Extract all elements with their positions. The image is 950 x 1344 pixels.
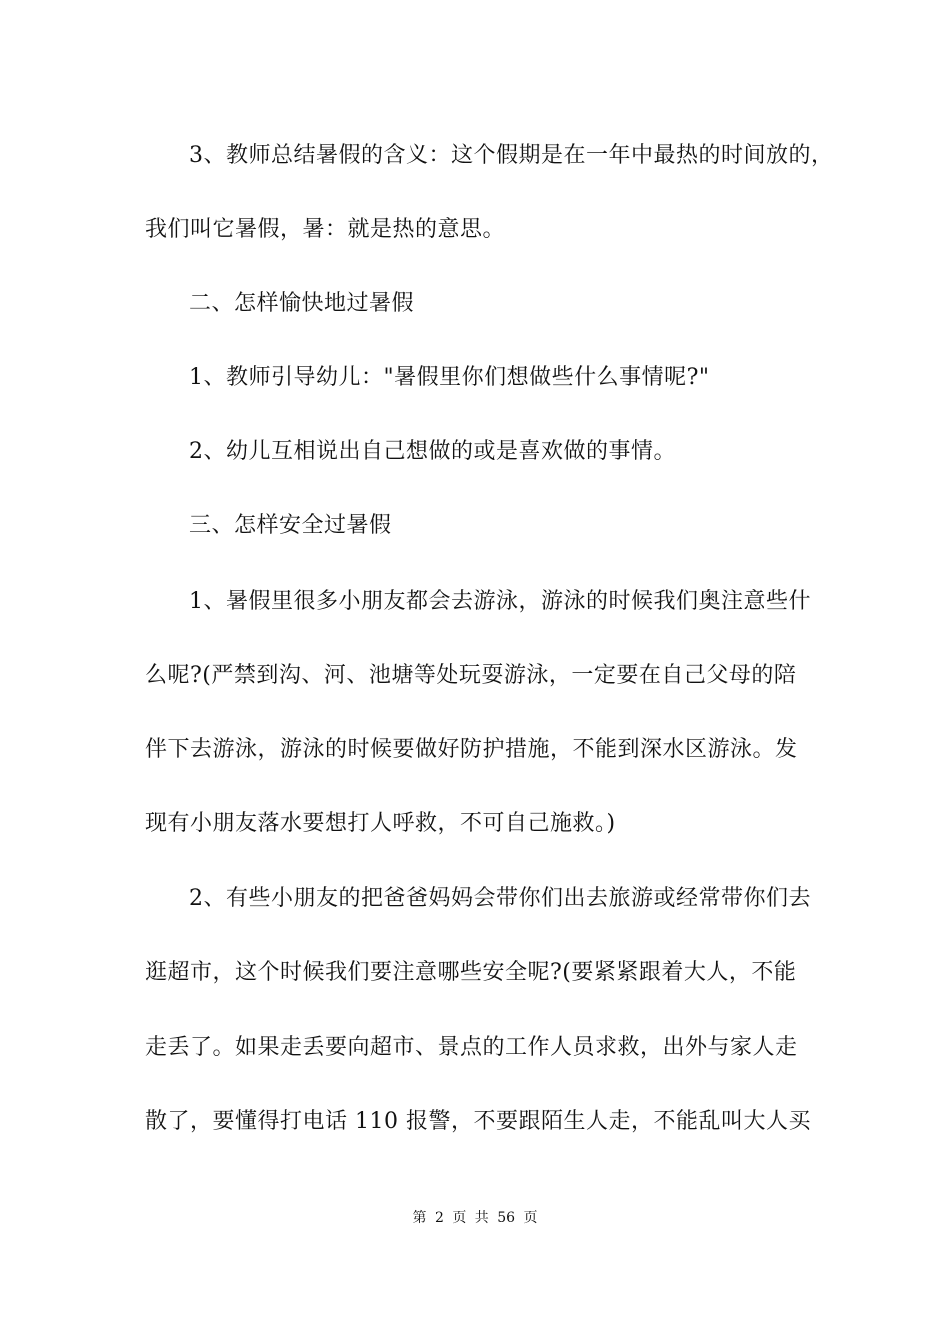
footer-total-pages: 56	[497, 1210, 516, 1226]
paragraph-line: 2、有些小朋友的把爸爸妈妈会带你们出去旅游或经常带你们去	[189, 886, 811, 911]
paragraph-line: 2、幼儿互相说出自己想做的或是喜欢做的事情。	[189, 439, 676, 464]
paragraph-line: 1、暑假里很多小朋友都会去游泳，游泳的时候我们奥注意些什	[189, 589, 811, 614]
paragraph-line: 我们叫它暑假，暑：就是热的意思。	[145, 217, 506, 242]
footer-page-label: 页	[452, 1210, 467, 1226]
footer-total-label: 页	[523, 1210, 538, 1226]
paragraph-line: 伴下去游泳，游泳的时候要做好防护措施，不能到深水区游泳。发	[145, 737, 798, 762]
section-heading: 三、怎样安全过暑假	[189, 513, 392, 538]
paragraph-line: 3、教师总结暑假的含义：这个假期是在一年中最热的时间放的，	[189, 143, 834, 168]
paragraph-line: 1、教师引导幼儿："暑假里你们想做些什么事情呢?"	[189, 365, 710, 390]
paragraph-line: 现有小朋友落水要想打人呼救，不可自己施救。)	[145, 811, 616, 836]
paragraph-line: 散了，要懂得打电话 110 报警，不要跟陌生人走，不能乱叫大人买	[145, 1109, 811, 1134]
paragraph-line: 逛超市，这个时候我们要注意哪些安全呢?(要紧紧跟着大人，不能	[145, 960, 797, 985]
section-heading: 二、怎样愉快地过暑假	[189, 291, 415, 316]
page-footer	[0, 1208, 950, 1228]
footer-current-page: 2	[434, 1210, 444, 1226]
footer-total-prefix: 共	[474, 1210, 489, 1226]
paragraph-line: 么呢?(严禁到沟、河、池塘等处玩耍游泳，一定要在自己父母的陪	[145, 663, 797, 688]
footer-prefix: 第	[412, 1210, 427, 1226]
paragraph-line: 走丢了。如果走丢要向超市、景点的工作人员求救，出外与家人走	[145, 1035, 798, 1060]
